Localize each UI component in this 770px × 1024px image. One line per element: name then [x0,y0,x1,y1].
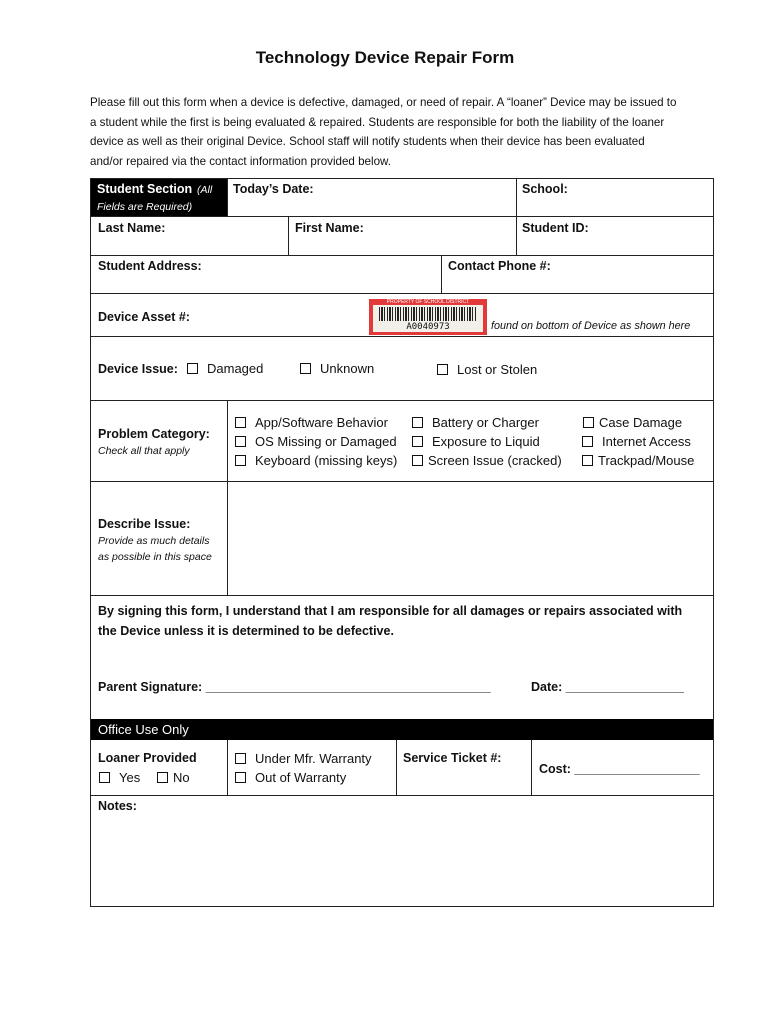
option-label: No [173,770,190,785]
asset-tag-image [369,299,487,335]
school-label: School: [522,182,568,196]
checkbox-icon[interactable] [235,753,246,764]
divider [90,216,714,217]
office-use-header [91,719,713,740]
divider [441,255,442,294]
checkbox-icon[interactable] [235,455,246,466]
option-label: Out of Warranty [255,770,347,785]
parent-signature-field[interactable]: Parent Signature: _________________________________________ [98,680,491,694]
describe-issue-label: Describe Issue: [98,517,191,531]
asset-note: found on bottom of Device as shown here [491,320,691,332]
option-label: OS Missing or Damaged [255,434,397,449]
option-label: Internet Access [602,434,691,449]
option-label: Unknown [320,361,375,376]
checkbox-icon[interactable] [412,455,423,466]
checkbox-icon[interactable] [582,436,593,447]
option-label: App/Software Behavior [255,415,388,430]
issue-unknown-option[interactable] [300,361,374,376]
option-label: Battery or Charger [432,415,539,430]
category-internet-access[interactable] [582,434,691,449]
category-battery-charger[interactable] [412,415,539,430]
issue-damaged-option[interactable] [187,361,263,376]
divider [90,400,714,401]
student-address-label: Student Address: [98,259,202,273]
option-label: Case Damage [599,415,683,430]
describe-issue-note-2: as possible in this space [98,551,212,563]
notes-label: Notes: [98,799,137,813]
checkbox-icon[interactable] [412,417,423,428]
category-screen-issue[interactable] [412,453,562,468]
category-trackpad-mouse[interactable] [582,453,694,468]
student-section-note: (All Fields are Required) [97,184,213,213]
asset-tag-header: PROPERTY OF SCHOOL DISTRICT [386,299,470,305]
category-keyboard[interactable] [235,453,397,468]
checkbox-icon[interactable] [235,772,246,783]
divider [90,795,714,796]
checkbox-icon[interactable] [99,772,110,783]
divider [90,293,714,294]
divider [396,740,397,796]
category-os-missing[interactable] [235,434,397,449]
checkbox-icon[interactable] [235,417,246,428]
last-name-label: Last Name: [98,221,166,235]
checkbox-icon[interactable] [157,772,168,783]
table-border-left [90,178,91,907]
checkbox-icon[interactable] [583,417,594,428]
device-asset-label: Device Asset #: [98,310,190,324]
student-section-header [91,179,227,216]
table-border-bottom [90,906,714,907]
divider [531,740,532,796]
option-label: Damaged [207,361,264,376]
checkbox-icon[interactable] [437,364,448,375]
describe-issue-note-1: Provide as much details [98,535,210,547]
problem-category-label: Problem Category: [98,427,210,441]
checkbox-icon[interactable] [582,455,593,466]
option-label: Screen Issue (cracked) [428,453,562,468]
divider [227,178,228,216]
asset-tag-number: A0040973 [406,322,450,332]
checkbox-icon[interactable] [300,363,311,374]
signature-date-field[interactable]: Date: _________________ [531,680,684,694]
category-app-software[interactable] [235,415,388,430]
notes-field[interactable] [92,818,712,904]
divider [227,740,228,796]
divider [227,400,228,595]
student-id-label: Student ID: [522,221,589,235]
option-label: Exposure to Liquid [432,434,540,449]
loaner-provided-label: Loaner Provided [98,751,197,765]
describe-issue-field[interactable] [229,483,711,593]
divider [516,178,517,256]
under-warranty-option[interactable] [235,751,372,766]
service-ticket-label: Service Ticket #: [403,751,502,765]
issue-lost-stolen-option[interactable] [437,362,537,377]
agreement-text: By signing this form, I understand that I am responsible for all damages or repairs associated with the Device unless it is determined to be defective. [98,604,683,638]
table-border-right [713,178,714,907]
option-label: Lost or Stolen [457,362,538,377]
checkbox-icon[interactable] [412,436,423,447]
contact-phone-label: Contact Phone #: [448,259,551,273]
problem-category-note: Check all that apply [98,445,190,457]
office-use-title: Office Use Only [98,722,189,737]
category-case-damage[interactable] [583,415,682,430]
divider [288,216,289,256]
intro-paragraph: Please fill out this form when a device is defective, damaged, or need of repair. A “loaner” Device may be issued to a student while the first is being evaluated & repaired. Students are responsible for both the liability of the loaner device as well as their original Device. School staff will notify students when their device has been evaluated and/or repaired via the contact information provided below. [90,96,677,168]
divider [90,481,714,482]
todays-date-label: Today’s Date: [233,182,314,196]
option-label: Under Mfr. Warranty [255,751,372,766]
divider [90,255,714,256]
option-label: Trackpad/Mouse [598,453,695,468]
checkbox-icon[interactable] [187,363,198,374]
first-name-label: First Name: [295,221,364,235]
cost-field[interactable]: Cost: __________________ [539,762,700,776]
form-title: Technology Device Repair Form [255,48,515,67]
out-warranty-option[interactable] [235,770,346,785]
barcode-icon [379,307,477,321]
student-section-title: Student Section [97,182,193,196]
option-label: Keyboard (missing keys) [255,453,398,468]
checkbox-icon[interactable] [235,436,246,447]
divider [90,336,714,337]
option-label: Yes [119,770,141,785]
category-exposure-liquid[interactable] [412,434,540,449]
loaner-yes-option[interactable] [99,770,140,785]
loaner-no-option[interactable] [157,770,190,785]
device-issue-label: Device Issue: [98,362,178,376]
divider [90,595,714,596]
